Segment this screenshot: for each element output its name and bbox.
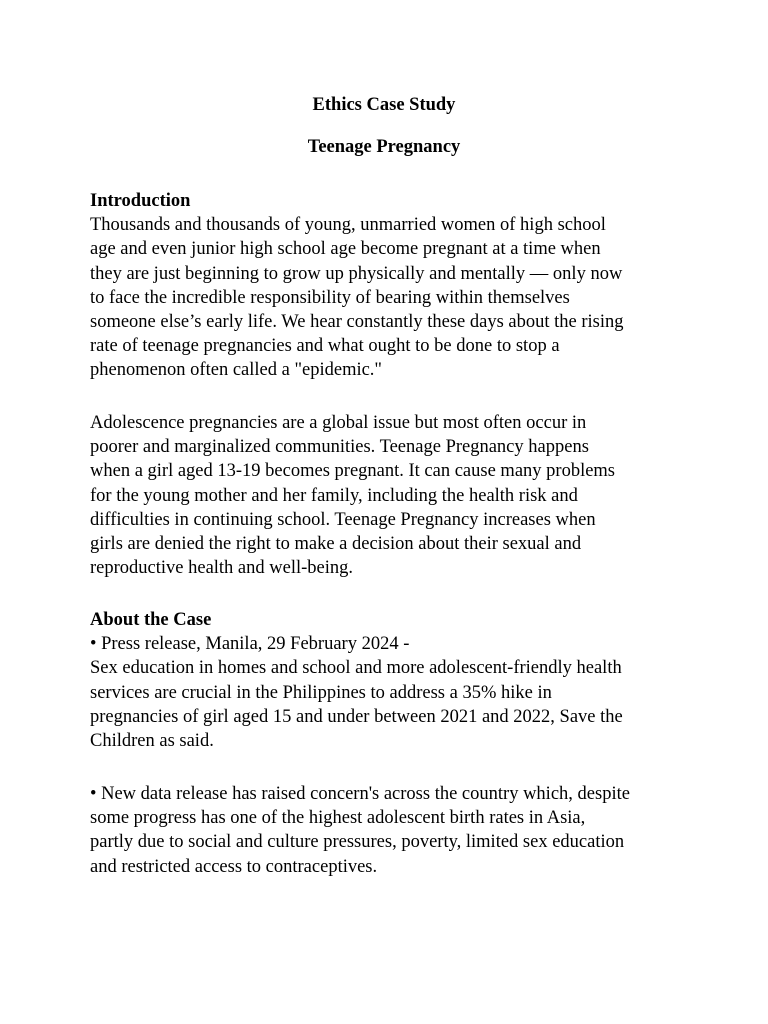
text-line: they are just beginning to grow up physically and mentally — only now <box>90 263 623 284</box>
text-line: services are crucial in the Philippines to address a 35% hike in <box>90 682 552 703</box>
document-title: Ethics Case Study <box>312 95 456 115</box>
text-line: • New data release has raised concern's across the country which, despite <box>90 784 630 804</box>
text-line: Sex education in homes and school and more adolescent-friendly health <box>90 658 622 679</box>
introduction-paragraph-1 <box>90 213 700 382</box>
paragraph-body <box>90 782 700 879</box>
text-line: Adolescence pregnancies are a global issue but most often occur in <box>90 413 587 433</box>
text-line: age and even junior high school age become pregnant at a time when <box>90 239 601 260</box>
text-line: Thousands and thousands of young, unmarried women of high school <box>90 215 606 236</box>
text-line: girls are denied the right to make a decision about their sexual and <box>90 534 582 555</box>
text-line: for the young mother and her family, including the health risk and <box>90 485 578 506</box>
text-line: difficulties in continuing school. Teenage Pregnancy increases when <box>90 509 596 530</box>
text-line: someone else’s early life. We hear constantly these days about the rising <box>90 312 624 333</box>
introduction-heading: Introduction <box>90 191 191 211</box>
text-line: rate of teenage pregnancies and what ought to be done to stop a <box>90 336 560 357</box>
text-line: and restricted access to contraceptives. <box>90 856 378 877</box>
about-case-heading: About the Case <box>90 610 212 630</box>
text-line: when a girl aged 13-19 becomes pregnant. It can cause many problems <box>90 461 616 482</box>
text-line: some progress has one of the highest adolescent birth rates in Asia, <box>90 808 586 829</box>
data-release-bullet <box>90 782 700 879</box>
introduction-paragraph-2 <box>90 411 700 580</box>
paragraph-body <box>90 411 700 580</box>
text-line: pregnancies of girl aged 15 and under between 2021 and 2022, Save the <box>90 706 623 727</box>
introduction-section <box>90 189 700 383</box>
about-case-section <box>90 608 700 753</box>
text-line: reproductive health and well-being. <box>90 558 354 579</box>
text-line: poorer and marginalized communities. Teenage Pregnancy happens <box>90 437 589 458</box>
bullet-intro-line: • Press release, Manila, 29 February 2024 - <box>90 634 410 655</box>
text-line: to face the incredible responsibility of bearing within themselves <box>90 287 570 308</box>
text-line: Children as said. <box>90 731 214 752</box>
text-line: partly due to social and culture pressures, poverty, limited sex education <box>90 832 625 853</box>
text-line: phenomenon often called a "epidemic." <box>90 360 382 381</box>
document-subtitle: Teenage Pregnancy <box>307 137 461 157</box>
press-release-bullet <box>90 632 700 753</box>
